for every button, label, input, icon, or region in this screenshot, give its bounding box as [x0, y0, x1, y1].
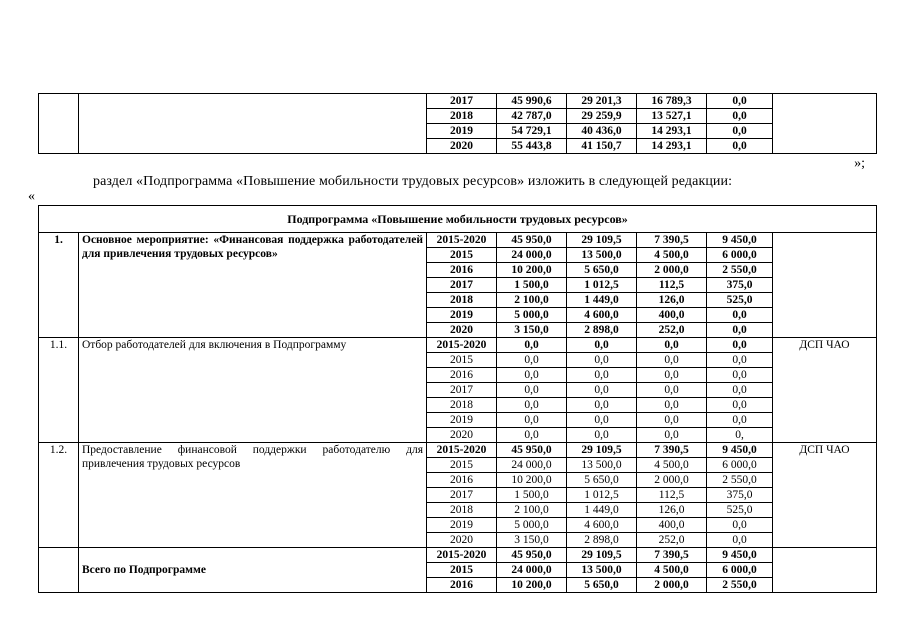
- year-cell: 2020: [427, 323, 497, 338]
- year-cell: 2019: [427, 124, 497, 139]
- value-cell: 0,0: [637, 428, 707, 443]
- value-cell: 0,0: [637, 338, 707, 353]
- value-cell: 112,5: [637, 488, 707, 503]
- value-cell: 375,0: [707, 488, 773, 503]
- value-cell: 112,5: [637, 278, 707, 293]
- executor-cell: ДСП ЧАО: [773, 338, 877, 443]
- year-cell: 2017: [427, 488, 497, 503]
- value-cell: 7 390,5: [637, 233, 707, 248]
- value-cell: 400,0: [637, 518, 707, 533]
- executor-cell: [773, 233, 877, 338]
- item-number: 1.: [39, 233, 79, 338]
- value-cell: 0,0: [707, 533, 773, 548]
- value-cell: 0,0: [567, 383, 637, 398]
- value-cell: 5 650,0: [567, 263, 637, 278]
- value-cell: 2 000,0: [637, 473, 707, 488]
- value-cell: 14 293,1: [637, 124, 707, 139]
- closing-quote: »;: [854, 156, 865, 171]
- previous-table-fragment: [38, 93, 877, 154]
- value-cell: 0,0: [707, 518, 773, 533]
- value-cell: 14 293,1: [637, 139, 707, 154]
- value-cell: 16 789,3: [637, 94, 707, 109]
- year-cell: 2016: [427, 473, 497, 488]
- year-cell: 2017: [427, 94, 497, 109]
- table-row: [39, 443, 877, 458]
- total-cell: 10 200,0: [497, 473, 567, 488]
- total-cell: 2 100,0: [497, 503, 567, 518]
- executor-cell: [773, 548, 877, 593]
- empty-cell: [39, 94, 79, 154]
- year-cell: 2015-2020: [427, 338, 497, 353]
- value-cell: 525,0: [707, 293, 773, 308]
- year-cell: 2015: [427, 563, 497, 578]
- year-cell: 2018: [427, 503, 497, 518]
- value-cell: 0,0: [707, 353, 773, 368]
- total-cell: 0,0: [497, 353, 567, 368]
- total-cell: 0,0: [497, 368, 567, 383]
- item-name: Основное мероприятие: «Финансовая поддержка работодателей для привлечения трудовых ресурсов»: [79, 233, 427, 338]
- year-cell: 2018: [427, 109, 497, 124]
- year-cell: 2017: [427, 278, 497, 293]
- value-cell: 375,0: [707, 278, 773, 293]
- value-cell: 400,0: [637, 308, 707, 323]
- value-cell: 2 550,0: [707, 263, 773, 278]
- value-cell: 2 550,0: [707, 578, 773, 593]
- value-cell: 2 000,0: [637, 578, 707, 593]
- value-cell: 0,0: [567, 338, 637, 353]
- year-cell: 2015: [427, 248, 497, 263]
- value-cell: 0,0: [707, 383, 773, 398]
- value-cell: 0,0: [707, 413, 773, 428]
- total-cell: 3 150,0: [497, 323, 567, 338]
- year-cell: 2018: [427, 293, 497, 308]
- value-cell: 0,0: [707, 109, 773, 124]
- value-cell: 29 259,9: [567, 109, 637, 124]
- item-number: 1.1.: [39, 338, 79, 443]
- total-cell: 42 787,0: [497, 109, 567, 124]
- year-cell: 2019: [427, 413, 497, 428]
- total-cell: 0,0: [497, 383, 567, 398]
- empty-cell: [79, 94, 427, 154]
- value-cell: 6 000,0: [707, 248, 773, 263]
- value-cell: 0,: [707, 428, 773, 443]
- value-cell: 13 500,0: [567, 458, 637, 473]
- value-cell: 6 000,0: [707, 563, 773, 578]
- value-cell: 41 150,7: [567, 139, 637, 154]
- total-cell: 45 950,0: [497, 233, 567, 248]
- value-cell: 0,0: [637, 368, 707, 383]
- value-cell: 9 450,0: [707, 443, 773, 458]
- year-cell: 2020: [427, 139, 497, 154]
- total-label: Всего по Подпрограмме: [79, 548, 427, 593]
- year-cell: 2015: [427, 458, 497, 473]
- value-cell: 7 390,5: [637, 548, 707, 563]
- value-cell: 0,0: [637, 353, 707, 368]
- table-row: [39, 548, 877, 563]
- total-cell: 55 443,8: [497, 139, 567, 154]
- value-cell: 0,0: [567, 428, 637, 443]
- total-cell: 24 000,0: [497, 248, 567, 263]
- total-cell: 24 000,0: [497, 458, 567, 473]
- executor-cell: [773, 94, 877, 154]
- year-cell: 2015: [427, 353, 497, 368]
- year-cell: 2016: [427, 263, 497, 278]
- year-cell: 2017: [427, 383, 497, 398]
- value-cell: 29 109,5: [567, 548, 637, 563]
- value-cell: 1 449,0: [567, 293, 637, 308]
- total-cell: 5 000,0: [497, 308, 567, 323]
- value-cell: 0,0: [707, 338, 773, 353]
- value-cell: 2 898,0: [567, 533, 637, 548]
- value-cell: 13 500,0: [567, 248, 637, 263]
- value-cell: 40 436,0: [567, 124, 637, 139]
- total-cell: 24 000,0: [497, 563, 567, 578]
- value-cell: 4 500,0: [637, 563, 707, 578]
- year-cell: 2015-2020: [427, 443, 497, 458]
- year-cell: 2015-2020: [427, 548, 497, 563]
- value-cell: 29 201,3: [567, 94, 637, 109]
- total-cell: 3 150,0: [497, 533, 567, 548]
- total-cell: 0,0: [497, 428, 567, 443]
- value-cell: 252,0: [637, 533, 707, 548]
- table-row: [39, 233, 877, 248]
- total-cell: 5 000,0: [497, 518, 567, 533]
- value-cell: 126,0: [637, 503, 707, 518]
- total-cell: 54 729,1: [497, 124, 567, 139]
- year-cell: 2018: [427, 398, 497, 413]
- value-cell: 0,0: [567, 353, 637, 368]
- year-cell: 2019: [427, 518, 497, 533]
- subprogram-table: [38, 205, 877, 593]
- year-cell: 2016: [427, 578, 497, 593]
- total-cell: 0,0: [497, 413, 567, 428]
- value-cell: 0,0: [707, 308, 773, 323]
- value-cell: 126,0: [637, 293, 707, 308]
- total-cell: 0,0: [497, 398, 567, 413]
- section-title: Подпрограмма «Повышение мобильности трудовых ресурсов»: [39, 206, 877, 233]
- value-cell: 0,0: [567, 398, 637, 413]
- table-row: [39, 94, 877, 109]
- value-cell: 1 012,5: [567, 488, 637, 503]
- value-cell: 2 550,0: [707, 473, 773, 488]
- value-cell: 252,0: [637, 323, 707, 338]
- opening-quote: «: [28, 189, 35, 204]
- value-cell: 0,0: [567, 413, 637, 428]
- value-cell: 1 449,0: [567, 503, 637, 518]
- total-cell: 45 950,0: [497, 548, 567, 563]
- amendment-paragraph: раздел «Подпрограмма «Повышение мобильности трудовых ресурсов» изложить в следующей редакции:: [93, 174, 733, 189]
- total-cell: 0,0: [497, 338, 567, 353]
- value-cell: 0,0: [637, 383, 707, 398]
- value-cell: 0,0: [567, 368, 637, 383]
- value-cell: 0,0: [637, 398, 707, 413]
- total-cell: 45 990,6: [497, 94, 567, 109]
- value-cell: 13 527,1: [637, 109, 707, 124]
- value-cell: 0,0: [707, 323, 773, 338]
- item-name: Отбор работодателей для включения в Подпрограмму: [79, 338, 427, 443]
- total-cell: 10 200,0: [497, 578, 567, 593]
- value-cell: 9 450,0: [707, 233, 773, 248]
- year-cell: 2020: [427, 428, 497, 443]
- value-cell: 6 000,0: [707, 458, 773, 473]
- item-number: [39, 548, 79, 593]
- value-cell: 2 000,0: [637, 263, 707, 278]
- table-row: [39, 338, 877, 353]
- value-cell: 1 012,5: [567, 278, 637, 293]
- value-cell: 5 650,0: [567, 473, 637, 488]
- value-cell: 4 500,0: [637, 248, 707, 263]
- value-cell: 13 500,0: [567, 563, 637, 578]
- total-cell: 2 100,0: [497, 293, 567, 308]
- value-cell: 5 650,0: [567, 578, 637, 593]
- executor-cell: ДСП ЧАО: [773, 443, 877, 548]
- value-cell: 9 450,0: [707, 548, 773, 563]
- item-number: 1.2.: [39, 443, 79, 548]
- item-name: Предоставление финансовой поддержки работодателю для привлечения трудовых ресурсов: [79, 443, 427, 548]
- year-cell: 2020: [427, 533, 497, 548]
- section-title-row: [39, 206, 877, 233]
- value-cell: 0,0: [637, 413, 707, 428]
- total-cell: 1 500,0: [497, 278, 567, 293]
- total-cell: 45 950,0: [497, 443, 567, 458]
- value-cell: 4 500,0: [637, 458, 707, 473]
- value-cell: 4 600,0: [567, 308, 637, 323]
- total-cell: 1 500,0: [497, 488, 567, 503]
- value-cell: 0,0: [707, 124, 773, 139]
- year-cell: 2016: [427, 368, 497, 383]
- value-cell: 29 109,5: [567, 443, 637, 458]
- value-cell: 4 600,0: [567, 518, 637, 533]
- year-cell: 2019: [427, 308, 497, 323]
- value-cell: 0,0: [707, 368, 773, 383]
- value-cell: 525,0: [707, 503, 773, 518]
- value-cell: 0,0: [707, 94, 773, 109]
- value-cell: 7 390,5: [637, 443, 707, 458]
- total-cell: 10 200,0: [497, 263, 567, 278]
- value-cell: 2 898,0: [567, 323, 637, 338]
- year-cell: 2015-2020: [427, 233, 497, 248]
- value-cell: 29 109,5: [567, 233, 637, 248]
- value-cell: 0,0: [707, 398, 773, 413]
- value-cell: 0,0: [707, 139, 773, 154]
